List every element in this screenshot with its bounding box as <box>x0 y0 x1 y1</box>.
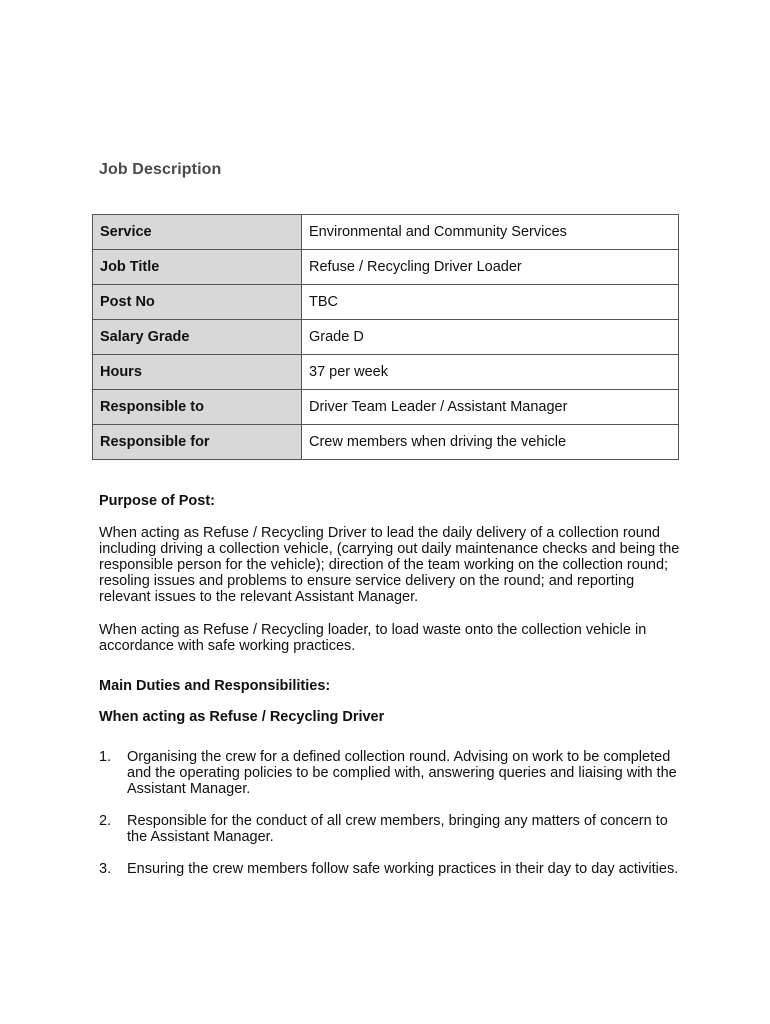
row-label: Salary Grade <box>93 320 302 355</box>
list-item-text: Organising the crew for a defined collection round. Advising on work to be completed and the operating policies to be complied with, answering queries and liaising with the Assistant Manager. <box>127 749 677 797</box>
list-item <box>99 861 689 877</box>
row-value: TBC <box>302 285 679 320</box>
table-row <box>93 390 679 425</box>
purpose-paragraph-driver: When acting as Refuse / Recycling Driver to lead the daily delivery of a collection round including driving a collection vehicle, (carrying out daily maintenance checks and being the responsible person for the vehicle); direction of the team working on the collection round; resoling issues and problems to ensure service delivery on the round; and reporting relevant issues to the relevant Assistant Manager. <box>99 525 680 605</box>
row-value: Grade D <box>302 320 679 355</box>
table-row <box>93 250 679 285</box>
purpose-heading: Purpose of Post: <box>99 493 216 509</box>
table-row <box>93 425 679 460</box>
row-label: Hours <box>93 355 302 390</box>
purpose-paragraph-loader: When acting as Refuse / Recycling loader, to load waste onto the collection vehicle in accordance with safe working practices. <box>99 622 647 654</box>
list-item <box>99 749 689 797</box>
row-label: Responsible to <box>93 390 302 425</box>
row-label: Service <box>93 215 302 250</box>
document-title: Job Description <box>99 161 222 178</box>
list-item-number: 2. <box>99 813 112 829</box>
driver-duties-subheading: When acting as Refuse / Recycling Driver <box>99 709 385 725</box>
table-row <box>93 215 679 250</box>
list-item-text: Ensuring the crew members follow safe working practices in their day to day activities. <box>127 861 679 877</box>
duties-list <box>99 861 689 877</box>
list-item <box>99 813 689 845</box>
table-row <box>93 285 679 320</box>
row-value: Environmental and Community Services <box>302 215 679 250</box>
row-label: Job Title <box>93 250 302 285</box>
table-row <box>93 355 679 390</box>
duties-list <box>99 813 689 845</box>
row-label: Post No <box>93 285 302 320</box>
table-row <box>93 320 679 355</box>
row-value: Refuse / Recycling Driver Loader <box>302 250 679 285</box>
list-item-number: 1. <box>99 749 112 765</box>
main-duties-heading: Main Duties and Responsibilities: <box>99 678 331 694</box>
duties-list <box>99 749 689 797</box>
job-details-table <box>92 214 679 460</box>
row-value: 37 per week <box>302 355 679 390</box>
row-value: Driver Team Leader / Assistant Manager <box>302 390 679 425</box>
list-item-number: 3. <box>99 861 112 877</box>
row-value: Crew members when driving the vehicle <box>302 425 679 460</box>
row-label: Responsible for <box>93 425 302 460</box>
list-item-text: Responsible for the conduct of all crew members, bringing any matters of concern to the Assistant Manager. <box>127 813 668 845</box>
